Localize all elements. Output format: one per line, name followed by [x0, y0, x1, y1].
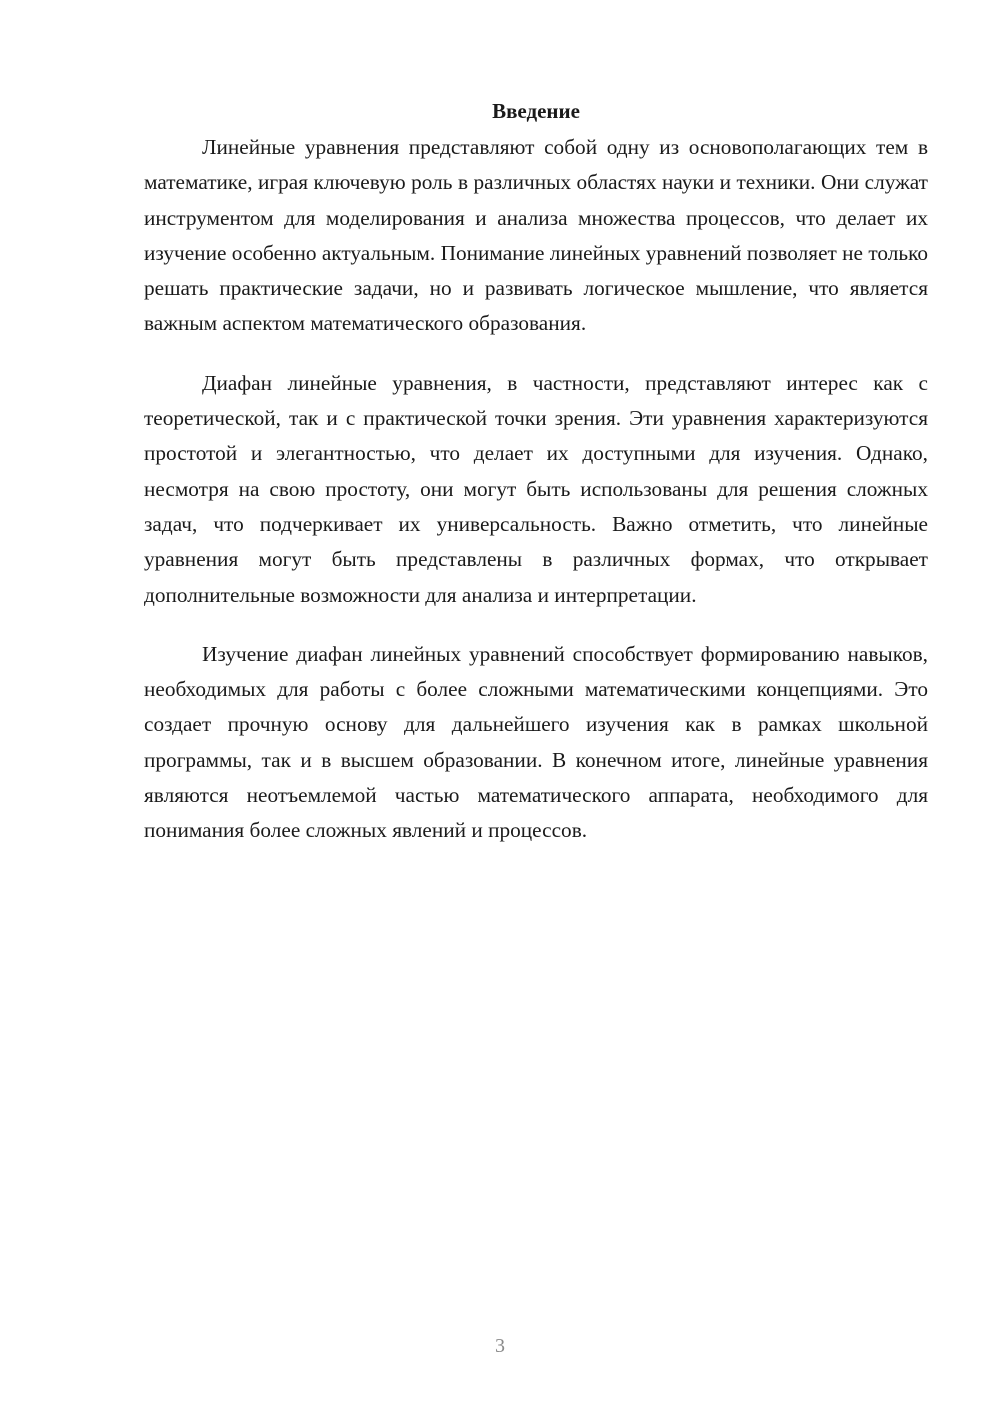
page-content: [144, 96, 928, 873]
paragraph-3: Изучение диафан линейных уравнений способствует формированию навыков, необходимых для работы с более сложными математическими концепциями. Это создает прочную основу для дальнейшего изучения как в рамках школьной программы, так и в высшем образовании. В конечном итоге, линейные уравнения являются неотъемлемой частью математического аппарата, необходимого для понимания более сложных явлений и процессов.: [144, 641, 928, 843]
paragraph-2: Диафан линейные уравнения, в частности, представляют интерес как с теоретической, так и с практической точки зрения. Эти уравнения характеризуются простотой и элегантностью, что делает их доступными для изучения. Однако, несмотря на свою простоту, они могут быть использованы для решения сложных задач, что подчеркивает их универсальность. Важно отметить, что линейные уравнения могут быть представлены в различных формах, что открывает дополнительные возможности для анализа и интерпретации.: [144, 370, 928, 607]
section-title: Введение: [492, 99, 580, 123]
paragraph-1: Линейные уравнения представляют собой одну из основополагающих тем в математике, играя ключевую роль в различных областях науки и техники. Они служат инструментом для моделирования и анализа множества процессов, что делает их изучение особенно актуальным. Понимание линейных уравнений позволяет не только решать практические задачи, но и развивать логическое мышление, что является важным аспектом математического образования.: [144, 135, 928, 336]
page-number: 3: [495, 1335, 505, 1357]
